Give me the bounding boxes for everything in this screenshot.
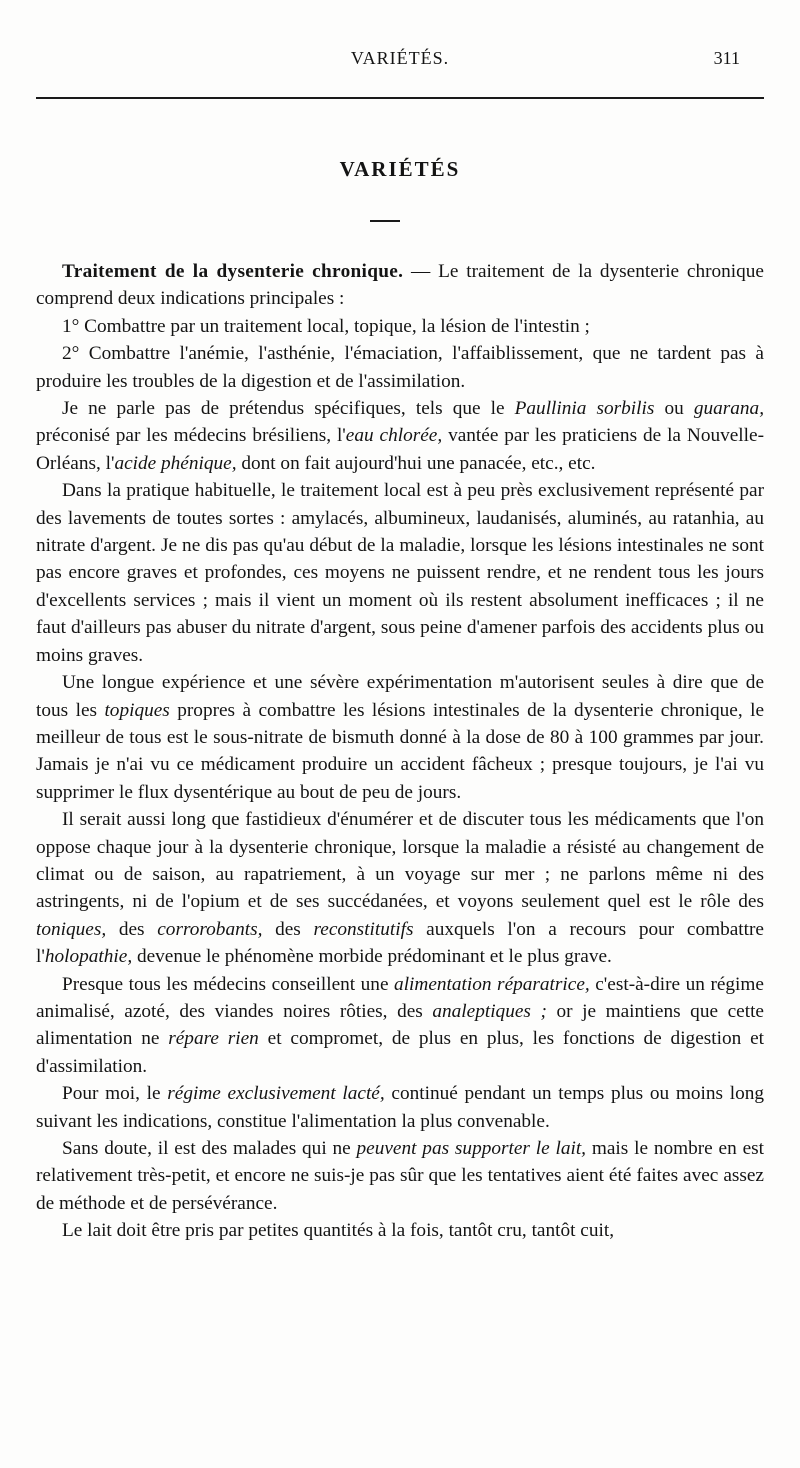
article-heading: Traitement de la dysenterie chronique. <box>62 261 404 282</box>
section-title: VARIÉTÉS <box>339 157 461 181</box>
paragraph: Dans la pratique habituelle, le traitement local est à peu près exclusivement représenté par des lavements de toutes sortes : amylacés, albumineux, laudanisés, aluminés, au ratanhia, au nitrate d'argent. Je ne dis pas qu'au début de la maladie, lorsque les lésions intestinales ne sont pas encore graves et profondes, ces moyens ne puissent rendre, et ne rendent tous les jours d'excellents services ; mais il vient un moment où ils restent absolument inefficaces ; il ne faut d'ailleurs pas abuser du nitrate d'argent, sous peine d'amener parfois des accidents plus ou moins graves. <box>36 480 764 666</box>
page-number: 311 <box>713 48 740 68</box>
section-divider <box>370 220 400 222</box>
paragraph: Le lait doit être pris par petites quantités à la fois, tantôt cru, tantôt cuit, <box>62 1220 615 1242</box>
text-run: vantée par les praticiens de la Nouvelle-Orléans, l' <box>36 425 764 474</box>
text-run: des <box>262 918 314 940</box>
italic-term: analeptiques ; <box>432 1000 547 1022</box>
italic-term: corrorobants, <box>157 918 263 940</box>
text-run: Je ne parle pas de prétendus spécifiques, tels que le <box>62 398 515 420</box>
italic-term: reconstitutifs <box>313 918 414 940</box>
italic-term: toniques, <box>36 918 107 940</box>
italic-term: guarana, <box>693 398 765 420</box>
text-run: mais le nombre en est relativement très-petit, et encore ne suis-je pas sûr que les tentatives aient été faites avec assez de méthode et de persévérance. <box>36 1138 764 1214</box>
italic-term: Paullinia sorbilis <box>514 398 655 420</box>
text-run: or je maintiens que cette alimentation ne <box>36 1000 764 1050</box>
indication-2: 2° Combattre l'anémie, l'asthénie, l'émaciation, l'affaiblissement, que ne tardent pas à produire les troubles de la digestion et de l'assimilation. <box>36 343 764 392</box>
paragraph <box>36 1135 764 1217</box>
text-run: des <box>106 918 158 940</box>
paragraph <box>36 806 764 970</box>
italic-term: peuvent pas supporter le lait, <box>356 1138 587 1159</box>
text-run: Il serait aussi long que fastidieux d'énumérer et de discuter tous les médicaments que l'on oppose chaque jour à la dysenterie chronique, lorsque la maladie a résisté au changement de climat ou de saison, au rapatriement, à un voyage sur mer ; ne parlons même ni des astringents, ni de l'opium et de ses succédanées, et voyons seulement quel est le rôle des <box>36 809 764 913</box>
paragraph <box>36 258 764 313</box>
header-rule <box>36 97 764 99</box>
text-run: Sans doute, il est des malades qui ne <box>62 1138 357 1159</box>
paragraph <box>36 1080 764 1135</box>
text-run: Pour moi, le <box>62 1083 168 1105</box>
text-run: et compromet, de plus en plus, les fonctions de digestion et d'assimilation. <box>36 1028 764 1077</box>
text-run: devenue le phénomène morbide prédominant et le plus grave. <box>132 946 612 968</box>
paragraph <box>36 395 764 477</box>
italic-term: régime exclusivement lacté, <box>167 1083 385 1105</box>
text-run: c'est-à-dire un régime animalisé, azoté, des viandes noires rôties, des <box>36 973 764 1022</box>
italic-term: topiques <box>104 699 170 721</box>
text-run: propres à combattre les lésions intestinales de la dysenterie chronique, le meilleur de tous est le sous-nitrate de bismuth donné à la dose de 80 à 100 grammes par jour. Jamais je n'ai vu ce médicament produire un accident fâcheux ; presque toujours, je l'ai vu supprimer le flux dysentérique au bout de peu de jours. <box>36 699 765 803</box>
article-body <box>36 258 764 1245</box>
text-run: préconisé par les médecins brésiliens, l' <box>36 425 346 447</box>
italic-term: eau chlorée, <box>345 425 443 447</box>
running-header <box>0 46 800 76</box>
italic-term: alimentation réparatrice, <box>394 973 590 995</box>
article-intro: — Le traitement de la dysenterie chronique comprend deux indications principales : <box>36 261 764 310</box>
text-run: ou <box>654 398 694 420</box>
text-run: dont on fait aujourd'hui une panacée, etc., etc. <box>236 452 596 474</box>
running-title: VARIÉTÉS. <box>350 48 450 68</box>
indication-1: 1° Combattre par un traitement local, topique, la lésion de l'intestin ; <box>62 315 590 337</box>
text-run: Presque tous les médecins conseillent une <box>62 973 395 995</box>
text-run: continué pendant un temps plus ou moins long suivant les indications, constitue l'alimentation la plus convenable. <box>36 1083 764 1132</box>
paragraph <box>36 971 764 1081</box>
text-run: Une longue expérience et une sévère expérimentation m'autorisent seules à dire que de tous les <box>36 672 764 721</box>
italic-term: holopathie, <box>44 946 133 968</box>
paragraph <box>36 669 764 806</box>
italic-term: acide phénique, <box>114 452 237 474</box>
text-run: auxquels l'on a recours pour combattre l' <box>36 918 764 968</box>
italic-term: répare rien <box>168 1028 259 1050</box>
